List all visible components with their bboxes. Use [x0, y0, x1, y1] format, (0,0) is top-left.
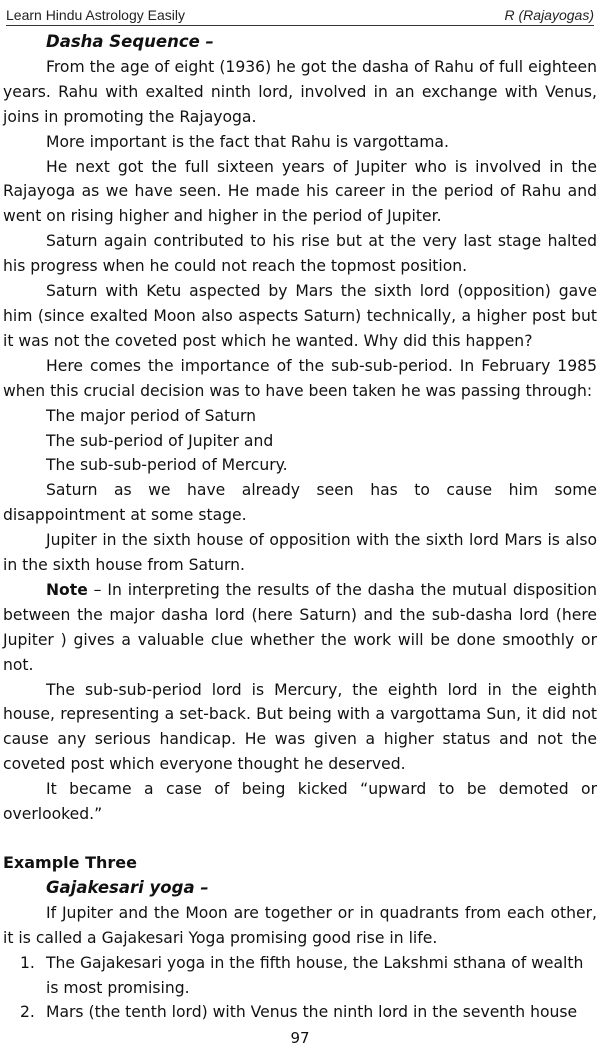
period-line: The sub-sub-period of Mercury.: [46, 456, 288, 475]
section-heading-example-three: Example Three: [3, 853, 137, 872]
period-line: The major period of Saturn: [46, 406, 257, 425]
paragraph: Saturn again contributed to his rise but at the very last stage halted his progress when he could not reach the topmost position.: [3, 232, 597, 276]
list-item: [3, 1000, 597, 1025]
note-text: – In interpreting the results of the dasha the mutual disposition between the major dasha lord (here Saturn) and the sub-dasha lord (here Jupiter ) gives a valuable clue whether the work will be done smoothly or not.: [3, 580, 597, 674]
paragraph: Saturn with Ketu aspected by Mars the sixth lord (opposition) gave him (since exalted Moon also aspects Saturn) technically, a higher post but it was not the coveted post which he wanted. Why did this happen?: [3, 282, 597, 350]
paragraph: If Jupiter and the Moon are together or in quadrants from each other, it is called a Gajakesari Yoga promising good rise in life.: [3, 903, 597, 947]
header-rule: [6, 25, 594, 26]
section-subheading-gajakesari: Gajakesari yoga –: [46, 877, 209, 897]
note-paragraph: [3, 578, 597, 678]
paragraph: Here comes the importance of the sub-sub-period. In February 1985 when this crucial decision was to have been taken he was passing through:: [3, 356, 597, 400]
paragraph: From the age of eight (1936) he got the dasha of Rahu of full eighteen years. Rahu with exalted ninth lord, involved in an exchange with Venus, joins in promoting the Rajayoga.: [3, 57, 597, 126]
paragraph: The sub-sub-period lord is Mercury, the eighth lord in the eighth house, representing a set-back. But being with a vargottama Sun, it did not cause any serious handicap. He was given a higher status and not the coveted post which everyone thought he deserved.: [3, 680, 597, 774]
list-text: Mars (the tenth lord) with Venus the ninth lord in the seventh house: [46, 1003, 578, 1022]
paragraph: Jupiter in the sixth house of opposition with the sixth lord Mars is also in the sixth house from Saturn.: [3, 531, 597, 575]
paragraph: Saturn as we have already seen has to cause him some disappointment at some stage.: [3, 481, 597, 525]
running-head: [6, 3, 594, 25]
list-number: 1.: [20, 953, 35, 972]
book-title: Learn Hindu Astrology Easily: [6, 7, 185, 23]
numbered-list: [3, 951, 597, 1026]
paragraph: It became a case of being kicked “upward to be demoted or overlooked.”: [3, 780, 597, 824]
paragraph: More important is the fact that Rahu is vargottama.: [46, 132, 449, 151]
list-number: 2.: [20, 1003, 35, 1022]
section-gap: [3, 827, 597, 851]
page-number: 97: [290, 1029, 310, 1047]
paragraph: He next got the full sixteen years of Jupiter who is involved in the Rajayoga as we have seen. He made his career in the period of Rahu and went on rising higher and higher in the period of Jupiter.: [3, 157, 597, 226]
list-item: [3, 951, 597, 1001]
section-subheading-dasha-sequence: Dasha Sequence –: [46, 32, 214, 51]
chapter-title: R (Rajayogas): [504, 7, 594, 23]
note-label: Note: [46, 580, 88, 599]
page-body: [3, 30, 597, 1025]
list-text: The Gajakesari yoga in the fifth house, the Lakshmi sthana of wealth is most promising.: [46, 953, 584, 997]
period-line: The sub-period of Jupiter and: [46, 431, 274, 450]
